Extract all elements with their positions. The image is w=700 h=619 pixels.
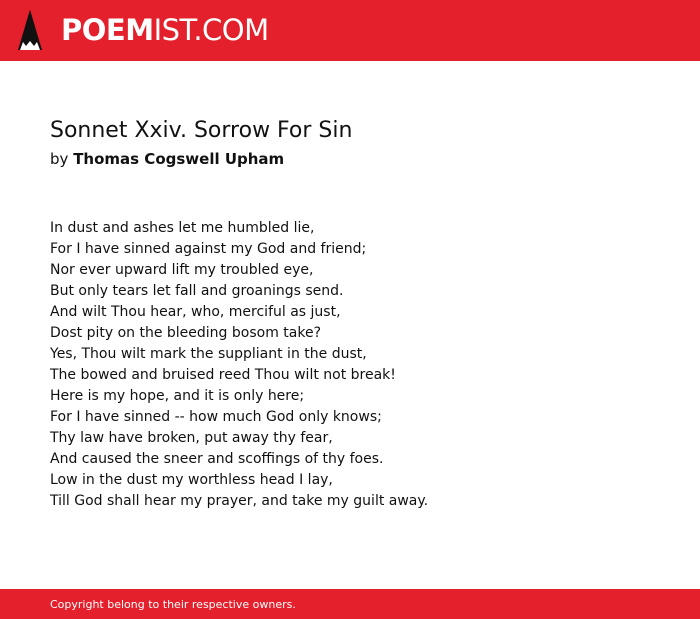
logo-text-strong: POEM bbox=[61, 13, 154, 47]
poem-line: Low in the dust my worthless head I lay, bbox=[50, 472, 333, 488]
site-header bbox=[0, 0, 700, 61]
poem-title: Sonnet Xxiv. Sorrow For Sin bbox=[50, 118, 353, 143]
copyright-notice: Copyright belong to their respective owners. bbox=[50, 598, 296, 611]
by-label: by bbox=[50, 150, 69, 168]
poem-line: For I have sinned against my God and friend; bbox=[50, 241, 367, 257]
poem-line: In dust and ashes let me humbled lie, bbox=[50, 220, 315, 236]
poem-line: But only tears let fall and groanings send. bbox=[50, 283, 344, 299]
poem-line: The bowed and bruised reed Thou wilt not break! bbox=[50, 367, 396, 383]
poem-body bbox=[50, 218, 428, 512]
poem-line: For I have sinned -- how much God only knows; bbox=[50, 409, 382, 425]
poem-line: And caused the sneer and scoffings of thy foes. bbox=[50, 451, 384, 467]
poem-author: Thomas Cogswell Upham bbox=[73, 150, 285, 168]
poem-line: Yes, Thou wilt mark the suppliant in the dust, bbox=[50, 346, 367, 362]
poem-line: Here is my hope, and it is only here; bbox=[50, 388, 305, 404]
poem-line: Dost pity on the bleeding bosom take? bbox=[50, 325, 322, 341]
poem-byline bbox=[50, 148, 284, 170]
poem-line: Nor ever upward lift my troubled eye, bbox=[50, 262, 314, 278]
poem-line: Thy law have broken, put away thy fear, bbox=[50, 430, 333, 446]
poem-line: And wilt Thou hear, who, merciful as just, bbox=[50, 304, 341, 320]
poem-line: Till God shall hear my prayer, and take my guilt away. bbox=[50, 493, 429, 509]
site-footer bbox=[0, 589, 700, 619]
logo-text-light: IST.COM bbox=[153, 13, 269, 47]
pencil-tip-icon[interactable] bbox=[17, 9, 43, 51]
site-logo-link[interactable] bbox=[61, 10, 269, 50]
